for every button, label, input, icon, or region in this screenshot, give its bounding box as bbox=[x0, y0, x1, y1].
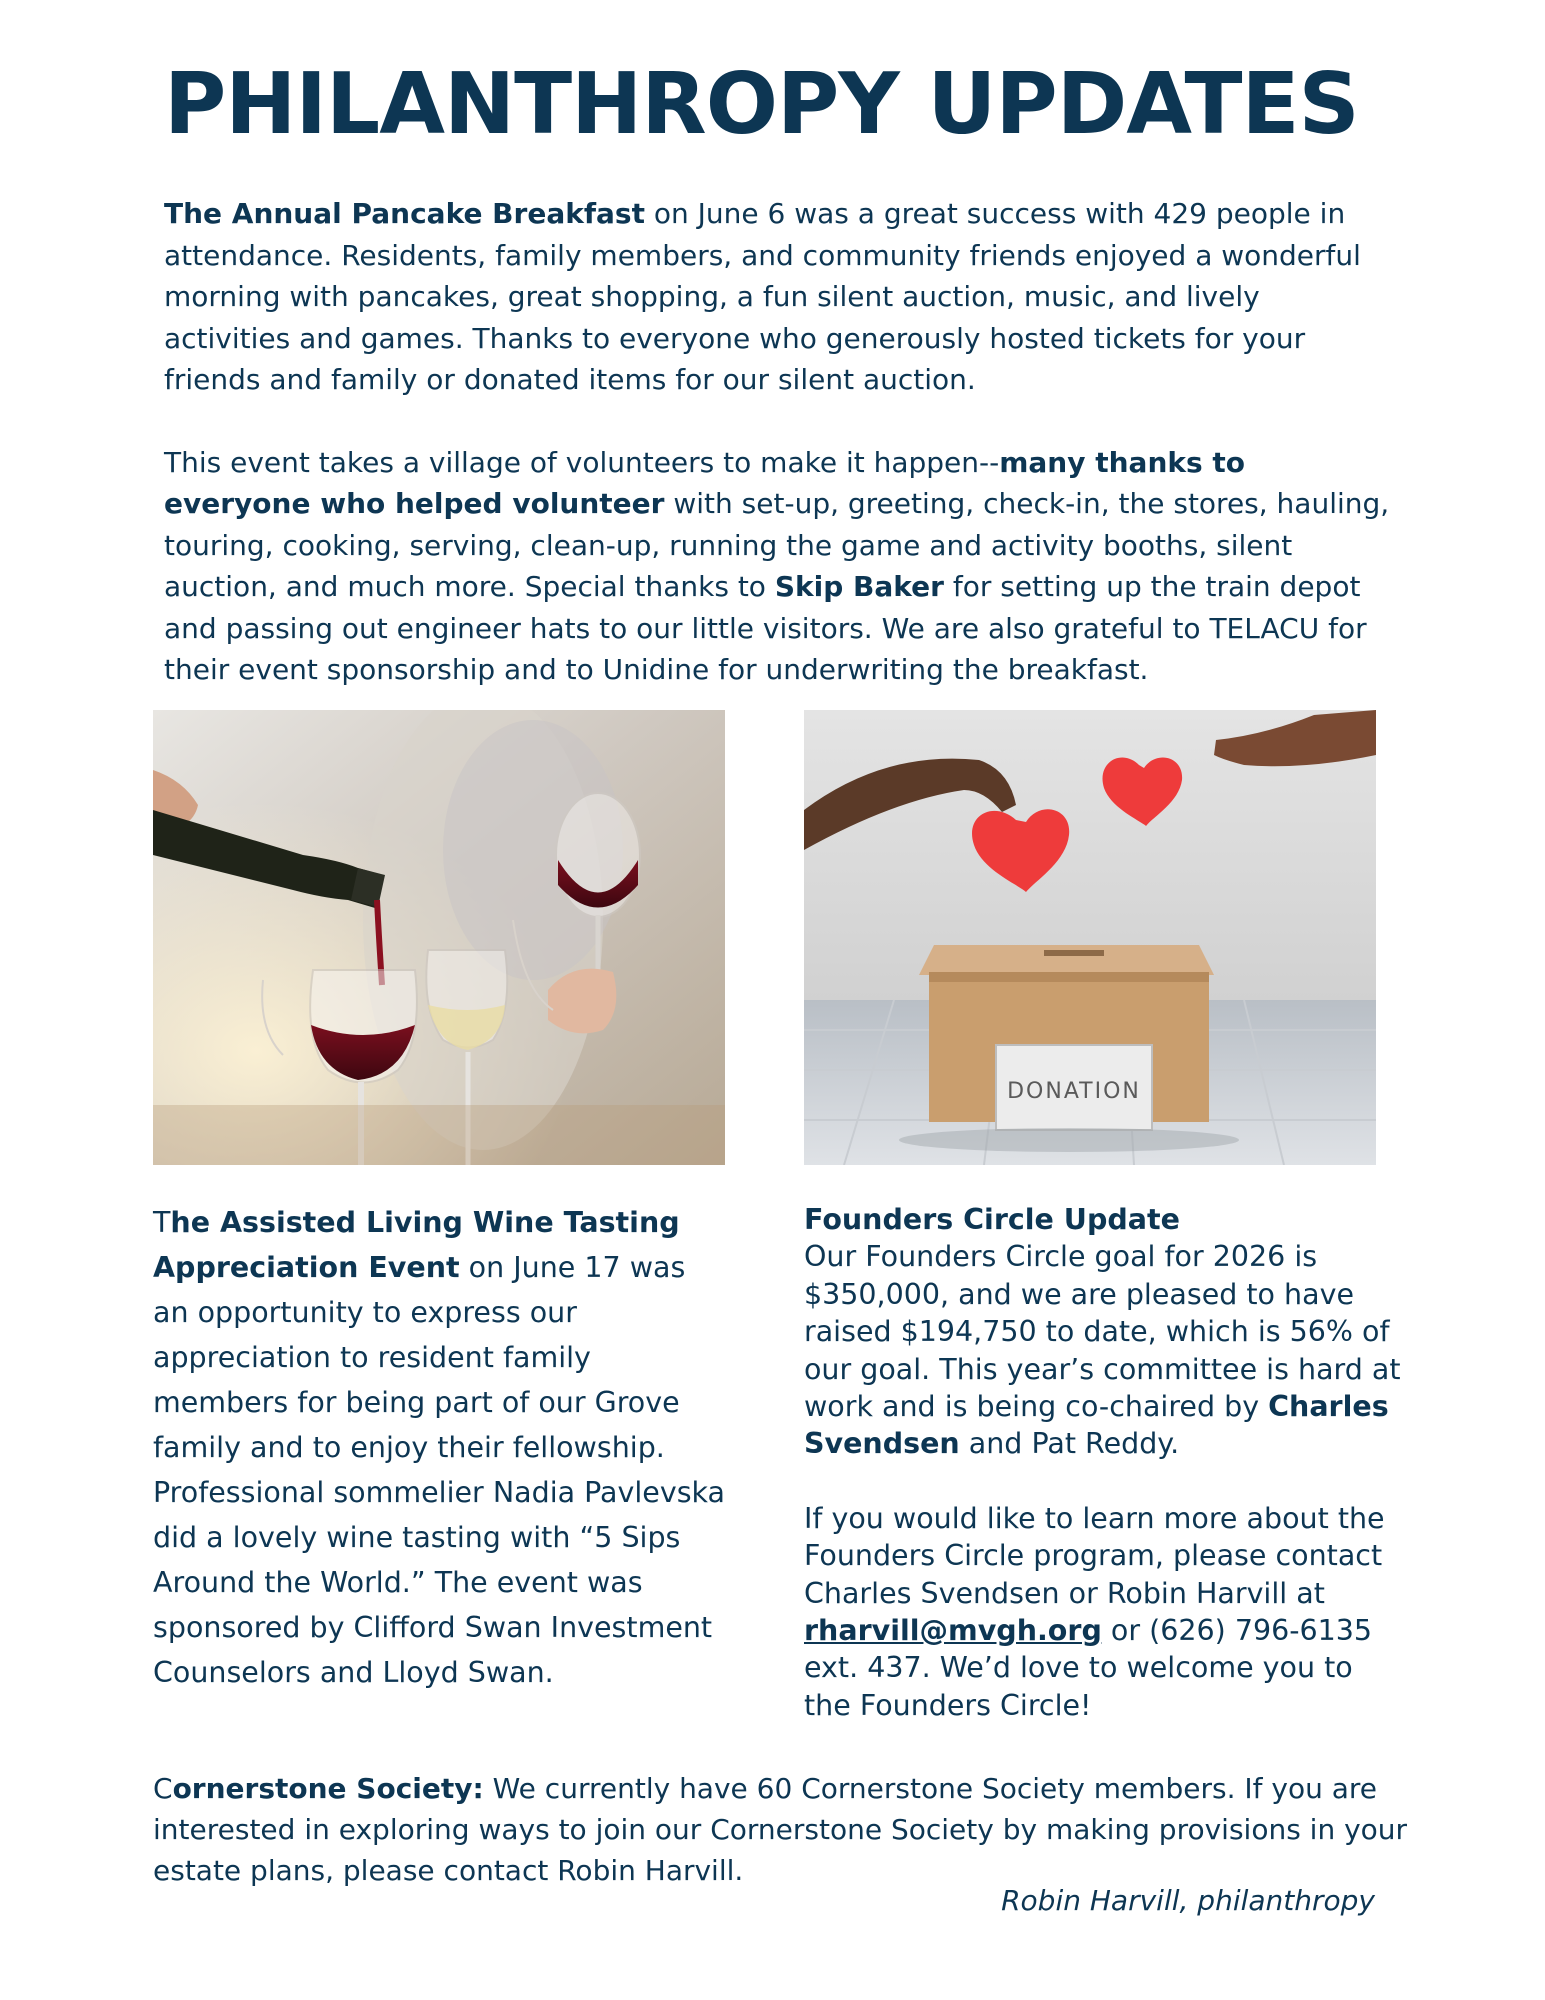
volunteers-text-2: with set-up, greeting, check-in, the stores, hauling, touring, cooking, serving, clean-up, running the game and activity booths, silent auction, and much more. Special thanks to bbox=[164, 487, 1390, 603]
volunteers-thanks: many thanks to everyone who helped volunteer bbox=[164, 445, 1246, 520]
donation-label: DONATION bbox=[1007, 1079, 1141, 1104]
donation-box-illustration bbox=[804, 710, 1376, 1165]
pancake-breakfast-heading: The Annual Pancake Breakfast bbox=[164, 197, 645, 230]
skip-baker-name: Skip Baker bbox=[774, 570, 944, 603]
wine-tasting-photo bbox=[153, 710, 725, 1165]
founders-contact-paragraph bbox=[804, 1500, 1404, 1724]
wine-tasting-lead-letter: T bbox=[153, 1206, 171, 1239]
founders-goal-end: and Pat Reddy. bbox=[959, 1427, 1180, 1461]
wine-tasting-section bbox=[153, 1200, 728, 1695]
donation-box-photo bbox=[804, 710, 1376, 1165]
volunteers-paragraph bbox=[164, 442, 1394, 691]
volunteers-text-3: for setting up the train depot and passing out engineer hats to our little visitors. We are also grateful to TELACU for their event sponsorship and to Unidine for underwriting the breakfast. bbox=[164, 570, 1367, 686]
wine-glasses-illustration bbox=[153, 710, 725, 1165]
cornerstone-paragraph bbox=[153, 1768, 1413, 1891]
cornerstone-text: We currently have 60 Cornerstone Society members. If you are interested in exploring ways to join our Cornerstone Society by making provisions in your estate plans, please contact Robin Harvill. bbox=[153, 1772, 1408, 1887]
page-title: PHILANTHROPY UPDATES bbox=[164, 55, 1359, 154]
pancake-breakfast-paragraph bbox=[164, 193, 1394, 401]
founders-circle-heading: Founders Circle Update bbox=[804, 1203, 1180, 1236]
signature: Robin Harvill, philanthropy bbox=[1001, 1884, 1375, 1917]
wine-tasting-heading: he Assisted Living Wine Tasting Appreciation Event bbox=[153, 1206, 680, 1284]
intro-section bbox=[164, 193, 1394, 691]
cornerstone-lead-letter: C bbox=[153, 1772, 173, 1805]
founders-circle-section bbox=[804, 1201, 1404, 1724]
co-chair-name: Charles Svendsen bbox=[804, 1390, 1389, 1461]
wine-tasting-paragraph bbox=[153, 1200, 728, 1695]
founders-contact-text-1: If you would like to learn more about the Founders Circle program, please contact Charles Svendsen or Robin Harvill at bbox=[804, 1501, 1385, 1610]
pancake-breakfast-text: on June 6 was a great success with 429 people in attendance. Residents, family members, and community friends enjoyed a wonderful morning with pancakes, great shopping, a fun silent auction, music, and lively activities and games. Thanks to everyone who generously hosted tickets for your friends and family or donated items for our silent auction. bbox=[164, 197, 1361, 396]
founders-goal-paragraph bbox=[804, 1201, 1404, 1463]
cornerstone-society-section bbox=[153, 1768, 1413, 1891]
founders-goal-text: Our Founders Circle goal for 2026 is $350,000, and we are pleased to have raised $194,750 to date, which is 56% of our goal. This year’s committee is hard at work and is being co-chaired by bbox=[804, 1240, 1401, 1424]
wine-tasting-text: on June 17 was an opportunity to express our appreciation to resident family members for being part of our Grove family and to enjoy their fellowship. Professional sommelier Nadia Pavlevska did a lovely wine tasting with “5 Sips Around the World.” The event was sponsored by Clifford Swan Investment Counselors and Lloyd Swan. bbox=[153, 1251, 726, 1689]
volunteers-text-1: This event takes a village of volunteers to make it happen-- bbox=[164, 445, 1000, 479]
founders-contact-text-2: or (626) 796-6135 ext. 437. We’d love to welcome you to the Founders Circle! bbox=[804, 1614, 1373, 1722]
cornerstone-heading: ornerstone Society: bbox=[172, 1772, 484, 1805]
contact-email-link[interactable]: rharvill@mvgh.org bbox=[804, 1614, 1102, 1648]
